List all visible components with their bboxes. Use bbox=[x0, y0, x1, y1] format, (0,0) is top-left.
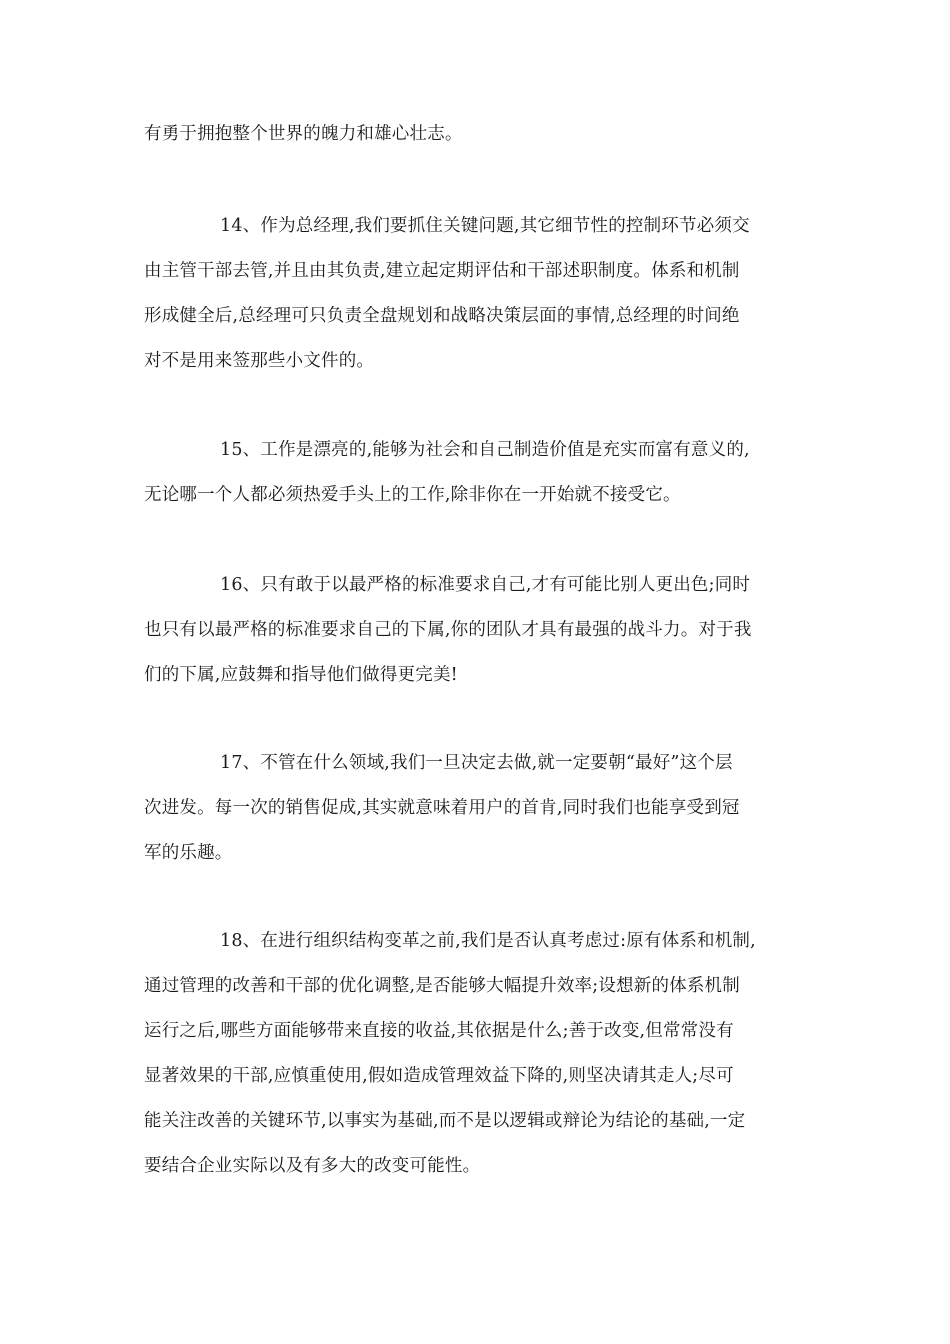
paragraph-18 bbox=[144, 919, 808, 1189]
text-line: 能关注改善的关键环节,以事实为基础,而不是以逻辑或辩论为结论的基础,一定 bbox=[144, 1111, 746, 1131]
text-line: 14、作为总经理,我们要抓住关键问题,其它细节性的控制环节必须交 bbox=[220, 216, 750, 236]
paragraph-16 bbox=[144, 563, 808, 698]
text-line: 16、只有敢于以最严格的标准要求自己,才有可能比别人更出色;同时 bbox=[220, 575, 751, 595]
text-line: 次进发。每一次的销售促成,其实就意味着用户的首肯,同时我们也能享受到冠 bbox=[144, 798, 740, 818]
paragraph-14 bbox=[144, 204, 808, 384]
text-line: 有勇于拥抱整个世界的魄力和雄心壮志。 bbox=[144, 124, 463, 144]
text-line: 对不是用来签那些小文件的。 bbox=[144, 351, 375, 371]
text-line: 无论哪一个人都必须热爱手头上的工作,除非你在一开始就不接受它。 bbox=[144, 485, 681, 505]
text-line: 军的乐趣。 bbox=[144, 843, 233, 863]
text-line: 由主管干部去管,并且由其负责,建立起定期评估和干部述职制度。体系和机制 bbox=[144, 261, 740, 281]
text-line: 们的下属,应鼓舞和指导他们做得更完美! bbox=[144, 665, 458, 685]
text-line: 18、在进行组织结构变革之前,我们是否认真考虑过:原有体系和机制, bbox=[220, 931, 756, 951]
paragraph-continuation bbox=[144, 112, 808, 157]
text-line: 形成健全后,总经理可只负责全盘规划和战略决策层面的事情,总经理的时间绝 bbox=[144, 306, 740, 326]
text-line: 运行之后,哪些方面能够带来直接的收益,其依据是什么;善于改变,但常常没有 bbox=[144, 1021, 734, 1041]
text-line: 要结合企业实际以及有多大的改变可能性。 bbox=[144, 1156, 481, 1176]
text-line: 17、不管在什么领域,我们一旦决定去做,就一定要朝“最好”这个层 bbox=[220, 753, 733, 773]
text-line: 通过管理的改善和干部的优化调整,是否能够大幅提升效率;设想新的体系机制 bbox=[144, 976, 740, 996]
paragraph-15 bbox=[144, 428, 808, 518]
text-line: 也只有以最严格的标准要求自己的下属,你的团队才具有最强的战斗力。对于我 bbox=[144, 620, 752, 640]
paragraph-17 bbox=[144, 741, 808, 876]
text-line: 15、工作是漂亮的,能够为社会和自己制造价值是充实而富有意义的, bbox=[220, 440, 750, 460]
text-line: 显著效果的干部,应慎重使用,假如造成管理效益下降的,则坚决请其走人;尽可 bbox=[144, 1066, 734, 1086]
